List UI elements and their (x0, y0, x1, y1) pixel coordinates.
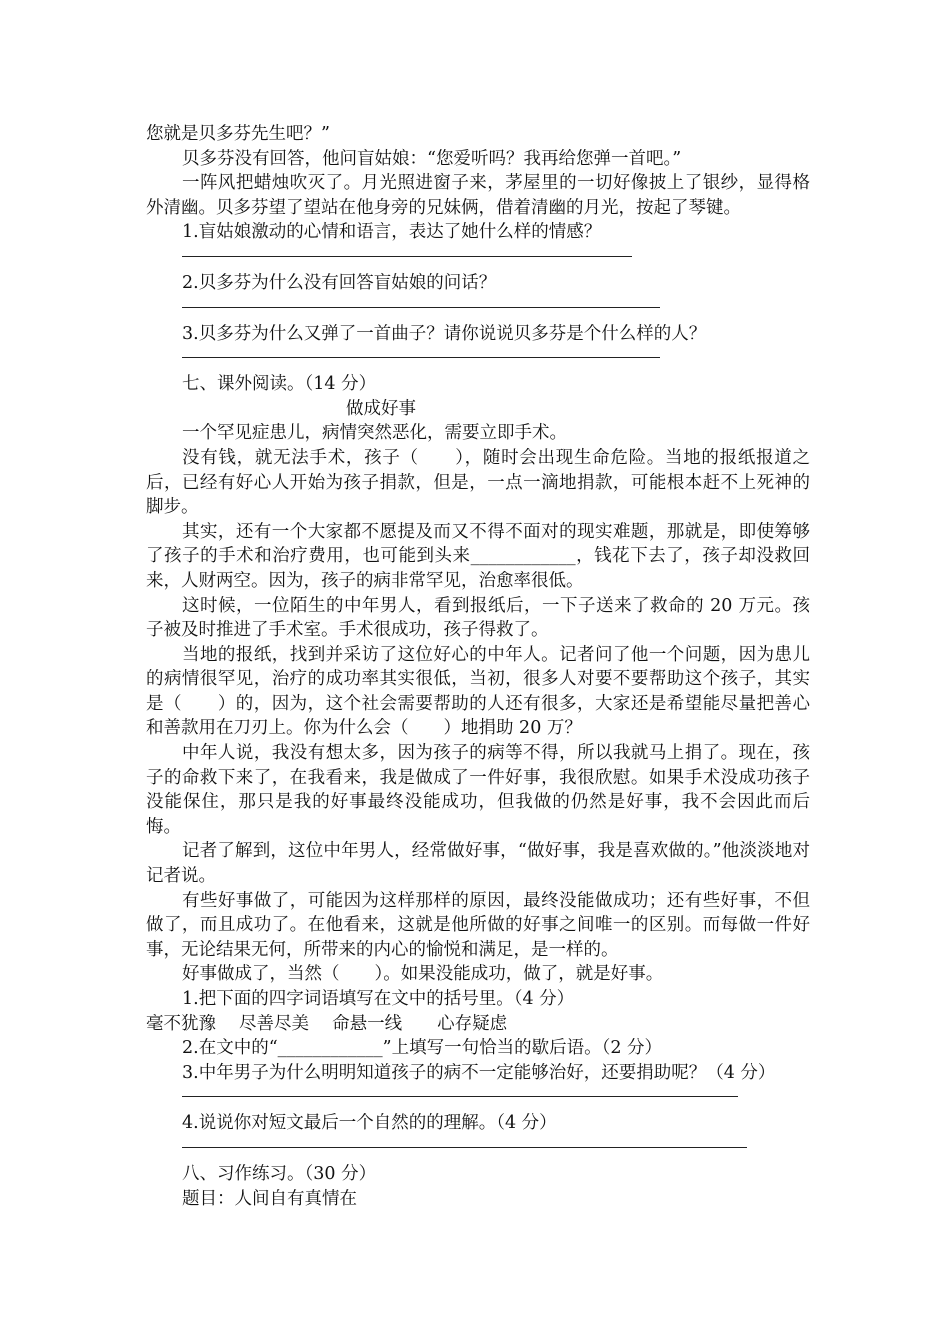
word-choices: 毫不犹豫 尽善尽美 命悬一线 心存疑虑 (146, 1013, 508, 1034)
reading-paragraph-5: 当地的报纸，找到并采访了这位好心的中年人。记者问了他一个问题，因为患儿的病情很罕见，治疗的成功率其实很低，当初，很多人对要不要帮助这个孩子，其实是（ ）的，因为，这个社会需要帮助的人还有很多，大家还是希望能尽量把善心和善款用在刀刃上。你为什么会（ ）地捐助 20 万？ (146, 644, 810, 739)
section-8-heading: 八、习作练习。（30 分） (182, 1163, 377, 1184)
reading-paragraph-7: 记者了解到，这位中年男人，经常做好事，“做好事，我是喜欢做的。”他淡淡地对记者说。 (146, 841, 810, 887)
passage-line-0: 您就是贝多芬先生吧？” (146, 124, 330, 144)
answer-line-1[interactable] (146, 245, 810, 271)
reading-paragraph-4: 这时候，一位陌生的中年男人，看到报纸后，一下子送来了救命的 20 万元。孩子被及时推进了手术室。手术很成功，孩子得救了。 (146, 595, 810, 641)
reading-question-1: 1.把下面的四字词语填写在文中的括号里。（4 分） (182, 989, 575, 1009)
question-3: 3.贝多芬为什么又弹了一首曲子？请你说说贝多芬是个什么样的人？ (182, 323, 707, 344)
reading-paragraph-6: 中年人说，我没有想太多，因为孩子的病等不得，所以我就马上捐了。现在，孩子的命救下来了，在我看来，我是做成了一件好事，我很欣慰。如果手术没成功孩子没能保住，那只是我的好事最终没能成功，但我做的仍然是好事，我不会因此而后悔。 (146, 743, 810, 837)
reading-question-2: 2.在文中的“____________”上填写一句恰当的歇后语。（2 分） (182, 1038, 663, 1059)
answer-line-3[interactable] (146, 346, 810, 372)
question-1: 1.盲姑娘激动的心情和语言，表达了她什么样的情感？ (182, 222, 602, 243)
passage-paragraph-2: 一阵风把蜡烛吹灭了。月光照进窗子来，茅屋里的一切好像披上了银纱，显得格外清幽。贝多芬望了望站在他身旁的兄妹俩，借着清幽的月光，按起了琴键。 (146, 173, 810, 218)
reading-paragraph-8: 有些好事做了，可能因为这样那样的原因，最终没能做成功；还有些好事，不但做了，而且成功了。在他看来，这就是他所做的好事之间唯一的区别。而每做一件好事，无论结果无何，所带来的内心的愉悦和满足，是一样的。 (146, 890, 810, 960)
reading-paragraph-1: 一个罕见症患儿，病情突然恶化，需要立即手术。 (182, 423, 567, 444)
answer-line-4[interactable] (146, 1085, 810, 1111)
passage-paragraph-1: 贝多芬没有回答，他问盲姑娘：“您爱听吗？我再给您弹一首吧。” (182, 148, 682, 169)
section-7-heading: 七、课外阅读。（14 分） (182, 374, 377, 395)
page-content (146, 122, 810, 1211)
reading-paragraph-3: 其实，还有一个大家都不愿提及而又不得不面对的现实难题，那就是，即使筹够了孩子的手术和治疗费用，也可能到头来____________，钱花下去了，孩子却没救回来，人财两空。因为，孩子的病非常罕见，治愈率很低。 (146, 521, 810, 591)
reading-paragraph-2: 没有钱，就无法手术，孩子（ ），随时会出现生命危险。当地的报纸报道之后，已经有好心人开始为孩子捐款，但是，一点一滴地捐款，可能根本赶不上死神的脚步。 (146, 447, 810, 518)
reading-title: 做成好事 (346, 398, 416, 419)
composition-topic: 题目：人间自有真情在 (182, 1188, 357, 1209)
question-2: 2.贝多芬为什么没有回答盲姑娘的问话？ (182, 272, 497, 293)
reading-question-3: 3.中年男子为什么明明知道孩子的病不一定能够治好，还要捐助呢？（4 分） (182, 1062, 776, 1083)
reading-paragraph-9: 好事做成了，当然（ ）。如果没能成功，做了，就是好事。 (182, 964, 664, 985)
answer-line-2[interactable] (146, 296, 810, 322)
reading-question-4: 4.说说你对短文最后一个自然的的理解。（4 分） (182, 1113, 557, 1134)
answer-line-5[interactable] (146, 1136, 810, 1162)
